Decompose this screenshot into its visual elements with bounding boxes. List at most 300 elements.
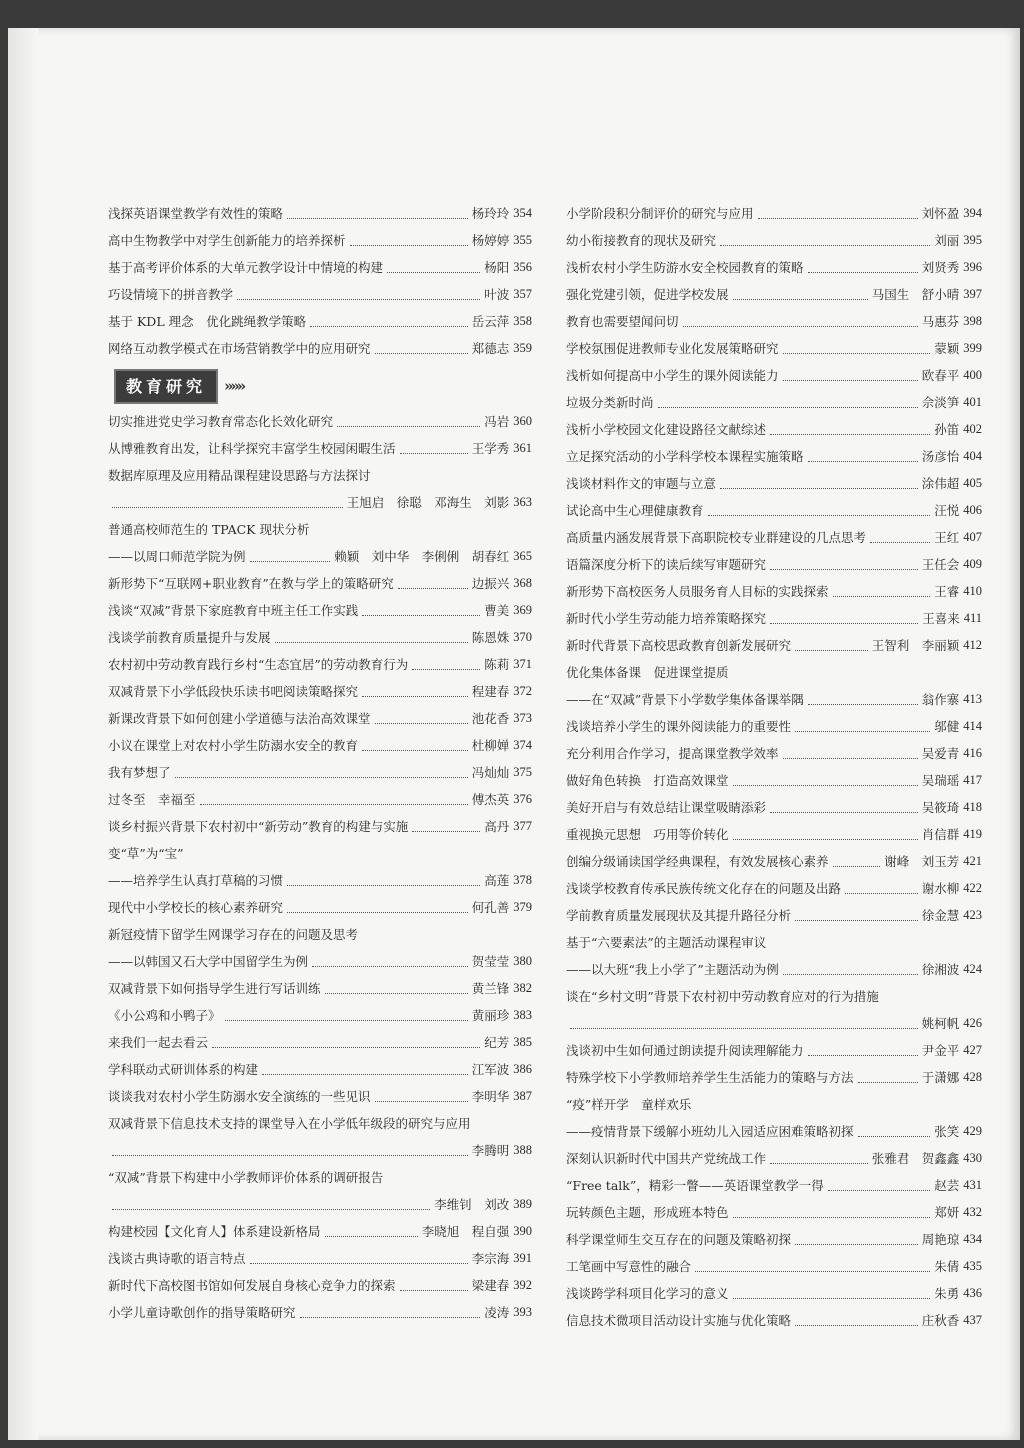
toc-entry <box>108 570 532 597</box>
toc-entry-page: 389 <box>513 1197 532 1211</box>
toc-entry-author: 王红 <box>934 530 960 545</box>
toc-entry-title: 新时代下高校图书馆如何发展自身核心竞争力的探索 <box>108 1278 396 1293</box>
toc-entry <box>108 624 532 651</box>
toc-entry <box>108 1191 532 1218</box>
toc-entry-author: 谢峰 刘玉芳 <box>884 854 960 869</box>
toc-entry-title: 教育也需要望闻问切 <box>566 314 679 329</box>
toc-entry-title: 学校氛围促进教师专业化发展策略研究 <box>566 341 779 356</box>
toc-entry-heading: 谈在“乡村文明”背景下农村初中劳动教育应对的行为措施 <box>566 989 879 1004</box>
toc-entry <box>566 1199 982 1226</box>
toc-entry-title: 充分利用合作学习，提高课堂教学效率 <box>566 746 779 761</box>
toc-entry-author: 高丹 <box>484 819 510 834</box>
toc-entry <box>566 1172 982 1199</box>
toc-entry-page: 358 <box>513 314 532 328</box>
toc-entry <box>108 1002 532 1029</box>
toc-entry <box>566 1118 982 1145</box>
toc-entry-title: 来我们一起去看云 <box>108 1035 209 1050</box>
toc-dot-leader <box>200 804 468 805</box>
toc-entry-title: 信息技术微项目活动设计实施与优化策略 <box>566 1313 792 1328</box>
toc-entry-heading: 新冠疫情下留学生网课学习存在的问题及思考 <box>108 927 359 942</box>
toc-entry-title: “Free talk”，精彩一瞥——英语课堂教学一得 <box>566 1178 824 1193</box>
toc-entry-page: 426 <box>963 1016 982 1030</box>
toc-right-column <box>566 200 982 1334</box>
toc-entry-title: 浅谈跨学科项目化学习的意义 <box>566 1286 729 1301</box>
toc-entry-page: 401 <box>963 395 982 409</box>
toc-entry-page: 363 <box>513 495 532 509</box>
toc-entry <box>108 335 532 362</box>
toc-entry-title: 《小公鸡和小鸭子》 <box>108 1008 221 1023</box>
toc-dot-leader <box>412 831 480 832</box>
toc-entry-page: 413 <box>963 692 982 706</box>
toc-entry-author: 王任会 <box>921 557 960 572</box>
toc-entry-page: 354 <box>513 206 532 220</box>
toc-dot-leader <box>870 542 930 543</box>
toc-entry-page: 357 <box>513 287 532 301</box>
toc-entry-title: 重视换元思想 巧用等价转化 <box>566 827 729 842</box>
toc-dot-leader <box>720 488 918 489</box>
toc-entry-author: 李宗海 <box>471 1251 510 1266</box>
toc-entry <box>108 597 532 624</box>
toc-entry-page: 395 <box>963 233 982 247</box>
toc-entry-title: 强化党建引领，促进学校发展 <box>566 287 729 302</box>
toc-entry-author: 张笑 <box>934 1124 960 1139</box>
toc-entry-author: 赖颖 刘中华 李俐俐 胡春红 <box>334 549 510 564</box>
toc-entry-page: 376 <box>513 792 532 806</box>
toc-entry <box>108 678 532 705</box>
toc-entry-title: 高质量内涵发展背景下高职院校专业群建设的几点思考 <box>566 530 867 545</box>
toc-entry-page: 396 <box>963 260 982 274</box>
toc-entry-author: 杨玲玲 <box>471 206 510 221</box>
toc-entry-title: 过冬至 幸福至 <box>108 792 196 807</box>
toc-dot-leader <box>350 245 468 246</box>
toc-entry-author: 程建春 <box>471 684 510 699</box>
toc-dot-leader <box>808 1055 918 1056</box>
toc-entry-author: 朱倩 <box>934 1259 960 1274</box>
toc-dot-leader <box>312 966 468 967</box>
toc-entry <box>566 308 982 335</box>
toc-entry-title: 做好角色转换 打造高效课堂 <box>566 773 729 788</box>
toc-dot-leader <box>808 704 918 705</box>
toc-entry-page: 402 <box>963 422 982 436</box>
toc-dot-leader <box>112 1155 468 1156</box>
toc-entry-page: 400 <box>963 368 982 382</box>
toc-entry-page: 394 <box>963 206 982 220</box>
toc-entry-author: 王喜来 <box>922 611 960 626</box>
toc-entry <box>566 1010 982 1037</box>
toc-entry-heading: 基于“六要素法”的主题活动课程审议 <box>566 935 767 950</box>
toc-entry-page: 373 <box>513 711 532 725</box>
toc-entry <box>108 975 532 1002</box>
toc-entry-author: 蒙颖 <box>934 341 960 356</box>
toc-dot-leader <box>175 777 468 778</box>
toc-entry-author: 刘丽 <box>934 233 960 248</box>
toc-dot-leader <box>262 1074 468 1075</box>
toc-entry-author: 邬健 <box>934 719 960 734</box>
toc-entry-author: 赵芸 <box>934 1178 960 1193</box>
toc-entry <box>108 1029 532 1056</box>
toc-entry <box>108 1137 532 1164</box>
toc-dot-leader <box>212 1047 480 1048</box>
toc-entry-author: 陈莉 <box>484 657 510 672</box>
toc-entry-title: 新形势下“互联网+职业教育”在教与学上的策略研究 <box>108 576 394 591</box>
toc-entry-author: 朱勇 <box>934 1286 960 1301</box>
toc-entry <box>566 551 982 578</box>
toc-entry-title: 幼小衔接教育的现状及研究 <box>566 233 717 248</box>
toc-entry-page: 383 <box>513 1008 532 1022</box>
toc-entry-page: 436 <box>963 1286 982 1300</box>
toc-entry-page: 424 <box>963 962 982 976</box>
toc-entry-author: 吴爱青 <box>921 746 960 761</box>
toc-entry-page: 387 <box>513 1089 532 1103</box>
toc-entry-title: 浅析小学校园文化建设路径文献综述 <box>566 422 767 437</box>
toc-entry <box>566 767 982 794</box>
toc-entry-title: 小学儿童诗歌创作的指导策略研究 <box>108 1305 296 1320</box>
toc-dot-leader <box>362 750 468 751</box>
toc-entry-author: 叶波 <box>484 287 510 302</box>
toc-entry-title: 浅谈培养小学生的课外阅读能力的重要性 <box>566 719 792 734</box>
toc-entry-title: 构建校园【文化育人】体系建设新格局 <box>108 1224 321 1239</box>
toc-entry-page: 435 <box>963 1259 982 1273</box>
toc-entry <box>566 794 982 821</box>
toc-entry-title: 学科联动式研训体系的构建 <box>108 1062 259 1077</box>
toc-entry-page: 377 <box>513 819 532 833</box>
toc-entry-page: 410 <box>963 584 982 598</box>
toc-dot-leader <box>795 1244 918 1245</box>
toc-entry <box>108 408 532 435</box>
toc-entry-page: 356 <box>513 260 532 274</box>
toc-entry-author: 江军波 <box>471 1062 510 1077</box>
toc-entry-author: 冯岩 <box>484 414 510 429</box>
toc-entry <box>566 416 982 443</box>
toc-entry <box>108 200 532 227</box>
toc-entry-author: 徐湘波 <box>921 962 960 977</box>
toc-entry-author: 徐金慧 <box>921 908 960 923</box>
toc-entry-title: 工笔画中写意性的融合 <box>566 1259 692 1274</box>
toc-entry <box>566 821 982 848</box>
toc-dot-leader <box>770 569 918 570</box>
journal-page <box>8 28 1020 1440</box>
toc-entry-author: 涂伟超 <box>921 476 960 491</box>
toc-entry-author: 何孔善 <box>471 900 510 915</box>
toc-entry <box>108 1272 532 1299</box>
toc-entry-title: 谈谈我对农村小学生防溺水安全演练的一些见识 <box>108 1089 371 1104</box>
toc-dot-leader <box>783 758 918 759</box>
toc-entry <box>566 686 982 713</box>
toc-entry-heading: 双减背景下信息技术支持的课堂导入在小学低年级段的研究与应用 <box>108 1116 471 1131</box>
toc-dot-leader <box>387 272 480 273</box>
toc-entry <box>108 489 532 516</box>
toc-entry-author: 黄兰锋 <box>471 981 510 996</box>
toc-entry <box>566 578 982 605</box>
toc-entry-author: 刘贤秀 <box>921 260 960 275</box>
toc-entry-author: 马国生 舒小晴 <box>871 287 960 302</box>
toc-entry <box>566 1307 982 1334</box>
toc-entry-title: 浅谈学前教育质量提升与发展 <box>108 630 271 645</box>
toc-entry-page: 421 <box>963 854 982 868</box>
toc-entry-page: 430 <box>963 1151 982 1165</box>
toc-entry-title: ——以大班“我上小学了”主题活动为例 <box>566 962 779 977</box>
toc-dot-leader <box>770 812 918 813</box>
toc-entry-title: 科学课堂师生交互存在的问题及策略初探 <box>566 1232 792 1247</box>
toc-entry-author: 吴瑞瑶 <box>921 773 960 788</box>
toc-entry-page: 398 <box>963 314 982 328</box>
toc-entry-title: 浅谈“双减”背景下家庭教育中班主任工作实践 <box>108 603 359 618</box>
toc-entry-page: 419 <box>963 827 982 841</box>
toc-entry <box>108 867 532 894</box>
toc-dot-leader <box>300 1317 481 1318</box>
toc-entry <box>108 435 532 462</box>
toc-dot-leader <box>858 1136 931 1137</box>
toc-entry-author: 刘怀盈 <box>921 206 960 221</box>
toc-entry-author: 王智利 李丽颖 <box>871 638 960 653</box>
toc-entry-author: 王睿 <box>934 584 960 599</box>
toc-dot-leader <box>783 974 918 975</box>
toc-entry-page: 388 <box>513 1143 532 1157</box>
toc-dot-leader <box>733 1217 931 1218</box>
toc-entry-heading: “双减”背景下构建中小学教师评价体系的调研报告 <box>108 1170 384 1185</box>
toc-entry-page: 404 <box>963 449 982 463</box>
toc-entry-title: ——培养学生认真打草稿的习惯 <box>108 873 284 888</box>
toc-dot-leader <box>695 1271 930 1272</box>
toc-dot-leader <box>112 507 343 508</box>
toc-dot-leader <box>287 218 468 219</box>
toc-entry <box>108 813 532 840</box>
toc-entry-title: ——以韩国又石大学中国留学生为例 <box>108 954 309 969</box>
toc-entry-title: 特殊学校下小学教师培养学生生活能力的策略与方法 <box>566 1070 854 1085</box>
toc-entry <box>566 1226 982 1253</box>
toc-dot-leader <box>733 839 918 840</box>
toc-entry <box>566 875 982 902</box>
toc-entry-title: 浅谈初中生如何通过朗读提升阅读理解能力 <box>566 1043 804 1058</box>
toc-entry <box>108 1299 532 1326</box>
toc-entry-author: 佘淡笋 <box>921 395 960 410</box>
toc-entry <box>108 254 532 281</box>
toc-dot-leader <box>795 650 868 651</box>
toc-entry <box>566 200 982 227</box>
toc-dot-leader <box>795 920 918 921</box>
toc-entry-title: 新时代背景下高校思政教育创新发展研究 <box>566 638 792 653</box>
toc-entry-author: 李维钊 刘改 <box>434 1197 510 1212</box>
toc-entry-title: 我有梦想了 <box>108 765 171 780</box>
toc-entry-author: 梁建春 <box>471 1278 510 1293</box>
toc-left-bottom-list <box>108 408 532 1326</box>
toc-entry <box>566 1037 982 1064</box>
toc-entry-page: 386 <box>513 1062 532 1076</box>
toc-entry-author: 边振兴 <box>471 576 510 591</box>
toc-entry-title: 从博雅教育出发，让科学探究丰富学生校园闲暇生活 <box>108 441 396 456</box>
toc-entry-heading: “疫”样开学 童样欢乐 <box>566 1097 692 1112</box>
toc-entry-title: 试论高中生心理健康教育 <box>566 503 704 518</box>
toc-entry-title: 创编分级诵读国学经典课程，有效发展核心素养 <box>566 854 829 869</box>
toc-entry <box>108 948 532 975</box>
toc-entry-title: 小学阶段积分制评价的研究与应用 <box>566 206 754 221</box>
toc-dot-leader <box>112 1209 430 1210</box>
section-header <box>114 368 532 404</box>
toc-entry-heading: 数据库原理及应用精品课程建设思路与方法探讨 <box>108 468 371 483</box>
toc-entry-heading: 变“草”为“宝” <box>108 846 184 861</box>
toc-dot-leader <box>375 353 468 354</box>
toc-entry-page: 417 <box>963 773 982 787</box>
toc-entry-page: 368 <box>513 576 532 590</box>
toc-entry <box>108 705 532 732</box>
page-edge-shadow <box>8 28 38 1440</box>
toc-entry-author: 郑德志 <box>471 341 510 356</box>
toc-entry-title: 现代中小学校长的核心素养研究 <box>108 900 284 915</box>
toc-entry-author: 李晓旭 程自强 <box>421 1224 510 1239</box>
toc-entry <box>566 524 982 551</box>
toc-entry-author: 于潇娜 <box>921 1070 960 1085</box>
toc-dot-leader <box>412 669 480 670</box>
toc-entry-heading: 优化集体备课 促进课堂提质 <box>566 665 729 680</box>
toc-dot-leader <box>708 515 931 516</box>
toc-dot-leader <box>858 1082 918 1083</box>
toc-entry <box>566 713 982 740</box>
toc-entry <box>108 651 532 678</box>
toc-entry-title: 浅谈材料作文的审题与立意 <box>566 476 717 491</box>
toc-entry-page: 411 <box>963 611 982 625</box>
toc-entry-page: 379 <box>513 900 532 914</box>
toc-dot-leader <box>833 596 931 597</box>
toc-dot-leader <box>400 1290 468 1291</box>
toc-entry-title: 学前教育质量发展现状及其提升路径分析 <box>566 908 792 923</box>
toc-entry-page: 382 <box>513 981 532 995</box>
toc-entry-title: 基于 KDL 理念 优化跳绳教学策略 <box>108 314 307 329</box>
toc-entry-title: 浅析农村小学生防游水安全校园教育的策略 <box>566 260 804 275</box>
toc-entry-page: 416 <box>963 746 982 760</box>
toc-entry-page: 405 <box>963 476 982 490</box>
toc-dot-leader <box>808 461 918 462</box>
toc-entry-title: ——在“双减”背景下小学数学集体备课举隅 <box>566 692 804 707</box>
toc-entry-author: 池花香 <box>471 711 510 726</box>
toc-entry <box>566 1280 982 1307</box>
toc-dot-leader <box>783 353 931 354</box>
toc-dot-leader <box>733 785 918 786</box>
toc-entry-page: 372 <box>513 684 532 698</box>
toc-entry-title: 高中生物教学中对学生创新能力的培养探析 <box>108 233 346 248</box>
toc-entry-page: 399 <box>963 341 982 355</box>
toc-entry-title: 巧设情境下的拼音教学 <box>108 287 234 302</box>
toc-entry-title: 新形势下高校医务人员服务育人目标的实践探索 <box>566 584 829 599</box>
toc-entry-author: 凌涛 <box>484 1305 510 1320</box>
toc-entry <box>108 1245 532 1272</box>
toc-entry-title: 新课改背景下如何创建小学道德与法治高效课堂 <box>108 711 371 726</box>
toc-dot-leader <box>833 866 881 867</box>
toc-entry-page: 432 <box>963 1205 982 1219</box>
toc-dot-leader <box>325 1236 418 1237</box>
toc-entry-author: 尹金平 <box>921 1043 960 1058</box>
toc-entry <box>108 543 532 570</box>
toc-entry-page: 393 <box>513 1305 532 1319</box>
toc-entry-title: 双减背景下如何指导学生进行写话训练 <box>108 981 321 996</box>
toc-left-top-list <box>108 200 532 362</box>
toc-entry-page: 409 <box>963 557 982 571</box>
toc-entry-author: 贺莹莹 <box>471 954 510 969</box>
toc-entry <box>108 308 532 335</box>
section-arrows-icon: »»» <box>224 376 244 395</box>
toc-entry-title: 立足探究活动的小学科学校本课程实施策略 <box>566 449 804 464</box>
toc-entry-page: 407 <box>963 530 982 544</box>
toc-entry-page: 378 <box>513 873 532 887</box>
toc-dot-leader <box>398 588 468 589</box>
toc-dot-leader <box>400 453 468 454</box>
toc-dot-leader <box>808 272 918 273</box>
toc-entry-title: 网络互动教学模式在市场营销教学中的应用研究 <box>108 341 371 356</box>
toc-entry-title: 美好开启与有效总结让课堂吸睛添彩 <box>566 800 767 815</box>
toc-entry <box>566 335 982 362</box>
toc-entry-author: 肖信群 <box>921 827 960 842</box>
toc-entry-author: 冯灿灿 <box>471 765 510 780</box>
toc-entry-author: 汤彦怡 <box>921 449 960 464</box>
toc-entry-page: 414 <box>963 719 982 733</box>
toc-entry-page: 380 <box>513 954 532 968</box>
toc-entry <box>108 1056 532 1083</box>
toc-entry-author: 岳云萍 <box>471 314 510 329</box>
toc-entry <box>566 281 982 308</box>
toc-entry-author: 曹美 <box>484 603 510 618</box>
toc-entry-page: 434 <box>963 1232 982 1246</box>
toc-entry-title: 谈乡村振兴背景下农村初中“新劳动”教育的构建与实施 <box>108 819 409 834</box>
toc-entry-author: 郑妍 <box>934 1205 960 1220</box>
toc-entry-author: 黄丽珍 <box>471 1008 510 1023</box>
toc-entry-title: ——疫情背景下缓解小班幼儿入园适应困难策略初探 <box>566 1124 854 1139</box>
toc-entry-title: 切实推进党史学习教育常态化长效化研究 <box>108 414 334 429</box>
toc-entry-author: 谢水柳 <box>921 881 960 896</box>
toc-entry-author: 高莲 <box>484 873 510 888</box>
toc-entry-page: 427 <box>963 1043 982 1057</box>
toc-entry-page: 355 <box>513 233 532 247</box>
toc-entry <box>566 902 982 929</box>
section-label: 教育研究 <box>114 369 218 404</box>
toc-entry <box>566 470 982 497</box>
toc-entry-page: 359 <box>513 341 532 355</box>
toc-entry-page: 360 <box>513 414 532 428</box>
toc-dot-leader <box>250 1263 468 1264</box>
toc-entry-author: 欧春平 <box>921 368 960 383</box>
toc-entry-page: 412 <box>963 638 982 652</box>
toc-dot-leader <box>733 299 868 300</box>
toc-entry-author: 吴筱琦 <box>921 800 960 815</box>
toc-entry <box>566 740 982 767</box>
toc-entry-title: 双减背景下小学低段快乐读书吧阅读策略探究 <box>108 684 359 699</box>
toc-entry-page: 385 <box>513 1035 532 1049</box>
toc-entry-title: 玩转颜色主题，形成班本特色 <box>566 1205 729 1220</box>
toc-entry-page: 361 <box>513 441 532 455</box>
toc-entry <box>566 389 982 416</box>
toc-dot-leader <box>770 1163 868 1164</box>
toc-entry <box>566 497 982 524</box>
toc-entry-page: 391 <box>513 1251 532 1265</box>
toc-dot-leader <box>658 407 918 408</box>
toc-entry-author: 陈恩姝 <box>471 630 510 645</box>
toc-entry-page: 397 <box>963 287 982 301</box>
toc-entry-page: 370 <box>513 630 532 644</box>
toc-entry-author: 杜柳婵 <box>471 738 510 753</box>
toc-entry-page: 406 <box>963 503 982 517</box>
toc-entry-title: 小议在课堂上对农村小学生防溺水安全的教育 <box>108 738 359 753</box>
toc-entry-title: 深刻认识新时代中国共产党统战工作 <box>566 1151 767 1166</box>
toc-dot-leader <box>310 326 468 327</box>
toc-dot-leader <box>720 245 930 246</box>
toc-entry-author: 李腾明 <box>471 1143 510 1158</box>
toc-entry <box>566 1253 982 1280</box>
toc-entry-title: 浅谈古典诗歌的语言特点 <box>108 1251 246 1266</box>
toc-entry-page: 374 <box>513 738 532 752</box>
toc-entry <box>566 632 982 659</box>
toc-dot-leader <box>375 723 468 724</box>
toc-entry-title: 浅谈学校教育传承民族传统文化存在的问题及出路 <box>566 881 842 896</box>
toc-entry <box>566 1145 982 1172</box>
toc-entry <box>108 894 532 921</box>
